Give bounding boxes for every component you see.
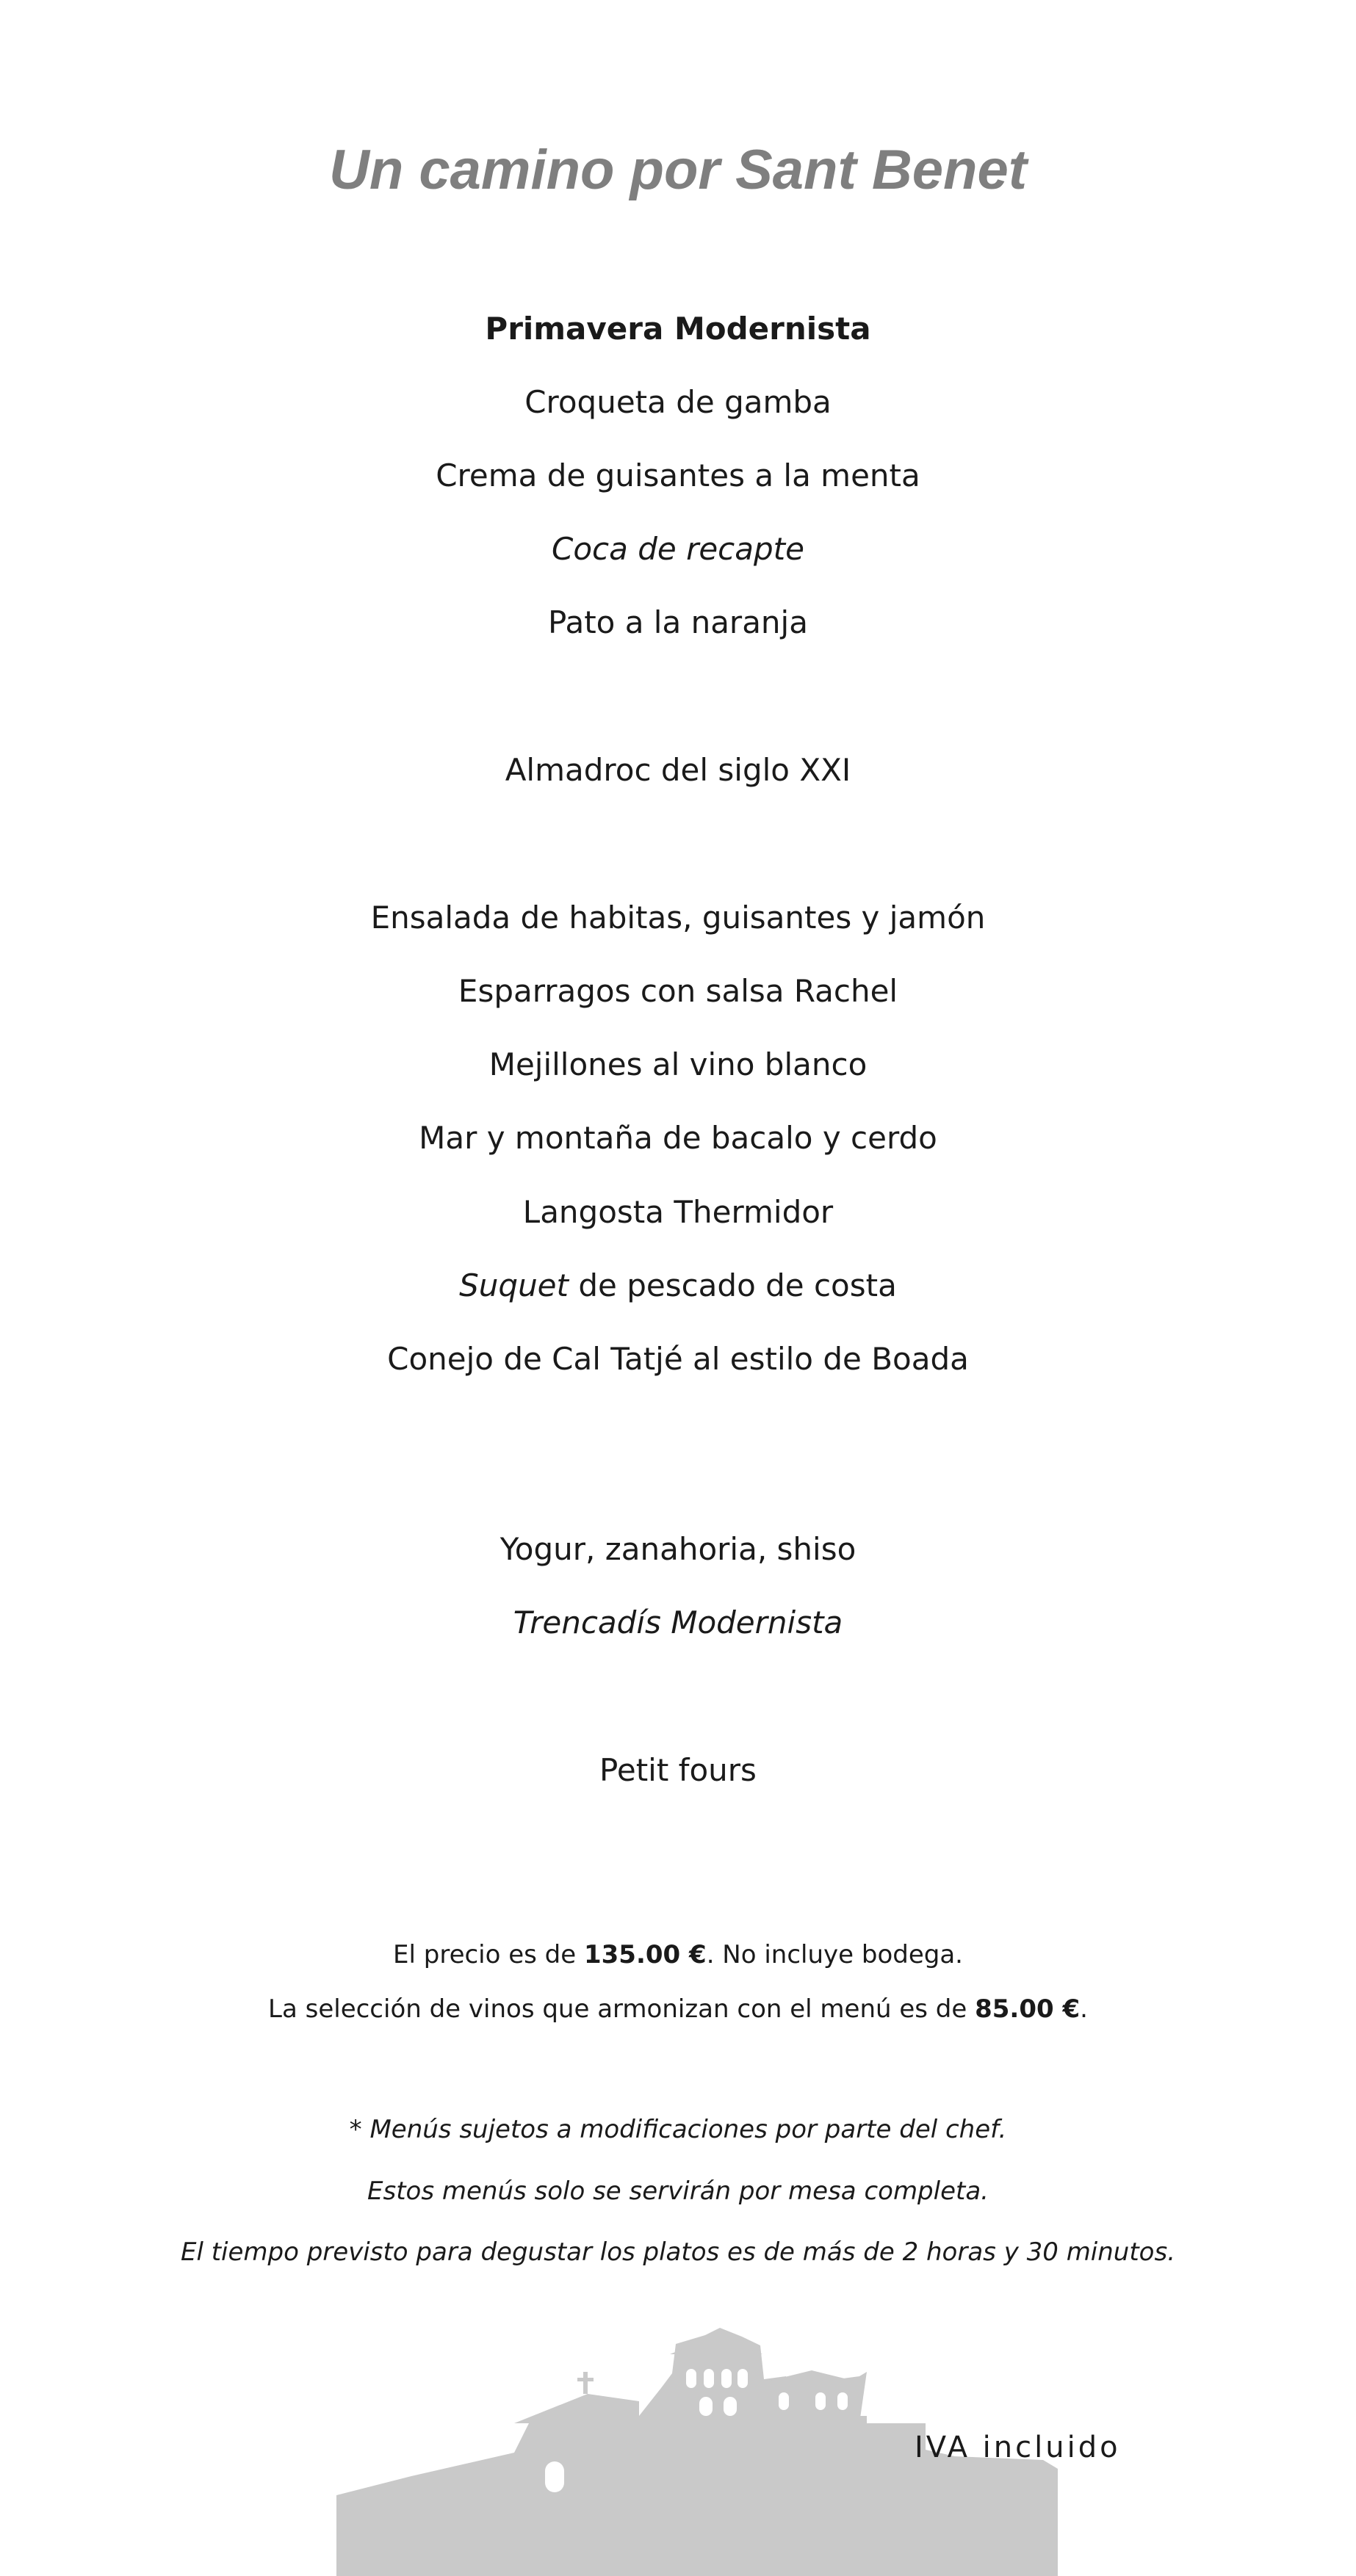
menu-item-suquet-rest: de pescado de costa (569, 1267, 897, 1303)
note-duration: El tiempo previsto para degustar los platos es de más de 2 horas y 30 minutos. (180, 2237, 1176, 2267)
menu-item-ensalada-habitas: Ensalada de habitas, guisantes y jamón (370, 900, 986, 936)
menu-item-mar-montana: Mar y montaña de bacalo y cerdo (419, 1120, 937, 1156)
menu-item-primavera-modernista: Primavera Modernista (485, 311, 871, 347)
menu-price: 135.00 € (583, 1940, 707, 1969)
note-full-table: Estos menús solo se servirán por mesa completa. (367, 2177, 989, 2206)
menu-item-croqueta: Croqueta de gamba (524, 384, 832, 420)
menu-item-langosta: Langosta Thermidor (522, 1194, 834, 1230)
menu-item-petit-fours: Petit fours (599, 1752, 757, 1788)
menu-item-yogur: Yogur, zanahoria, shiso (500, 1531, 856, 1567)
price-line-prefix: El precio es de (393, 1940, 584, 1969)
menu-item-conejo: Conejo de Cal Tatjé al estilo de Boada (387, 1341, 969, 1377)
iva-included-label: IVA incluido (915, 2431, 1121, 2464)
wine-line-prefix: La selección de vinos que armonizan con el menú es de (268, 1994, 975, 2024)
note-modifications: * Menús sujetos a modificaciones por parte del chef. (349, 2115, 1007, 2144)
menu-item-trencadis: Trencadís Modernista (513, 1604, 843, 1640)
menu-item-almadroc: Almadroc del siglo XXI (505, 752, 851, 788)
price-line-suffix: . No incluye bodega. (706, 1940, 963, 1969)
wine-price: 85.00 € (975, 1994, 1081, 2024)
menu-item-suquet-italic: Suquet (459, 1267, 569, 1303)
menu-item-crema-guisantes: Crema de guisantes a la menta (436, 457, 920, 493)
menu-item-coca-recapte: Coca de recapte (552, 531, 804, 567)
menu-item-mejillones: Mejillones al vino blanco (488, 1046, 868, 1082)
wine-line-suffix: . (1080, 1994, 1088, 2024)
menu-item-pato-naranja: Pato a la naranja (548, 604, 808, 640)
page-title: Un camino por Sant Benet (328, 139, 1028, 201)
menu-item-esparragos: Esparragos con salsa Rachel (458, 973, 898, 1009)
